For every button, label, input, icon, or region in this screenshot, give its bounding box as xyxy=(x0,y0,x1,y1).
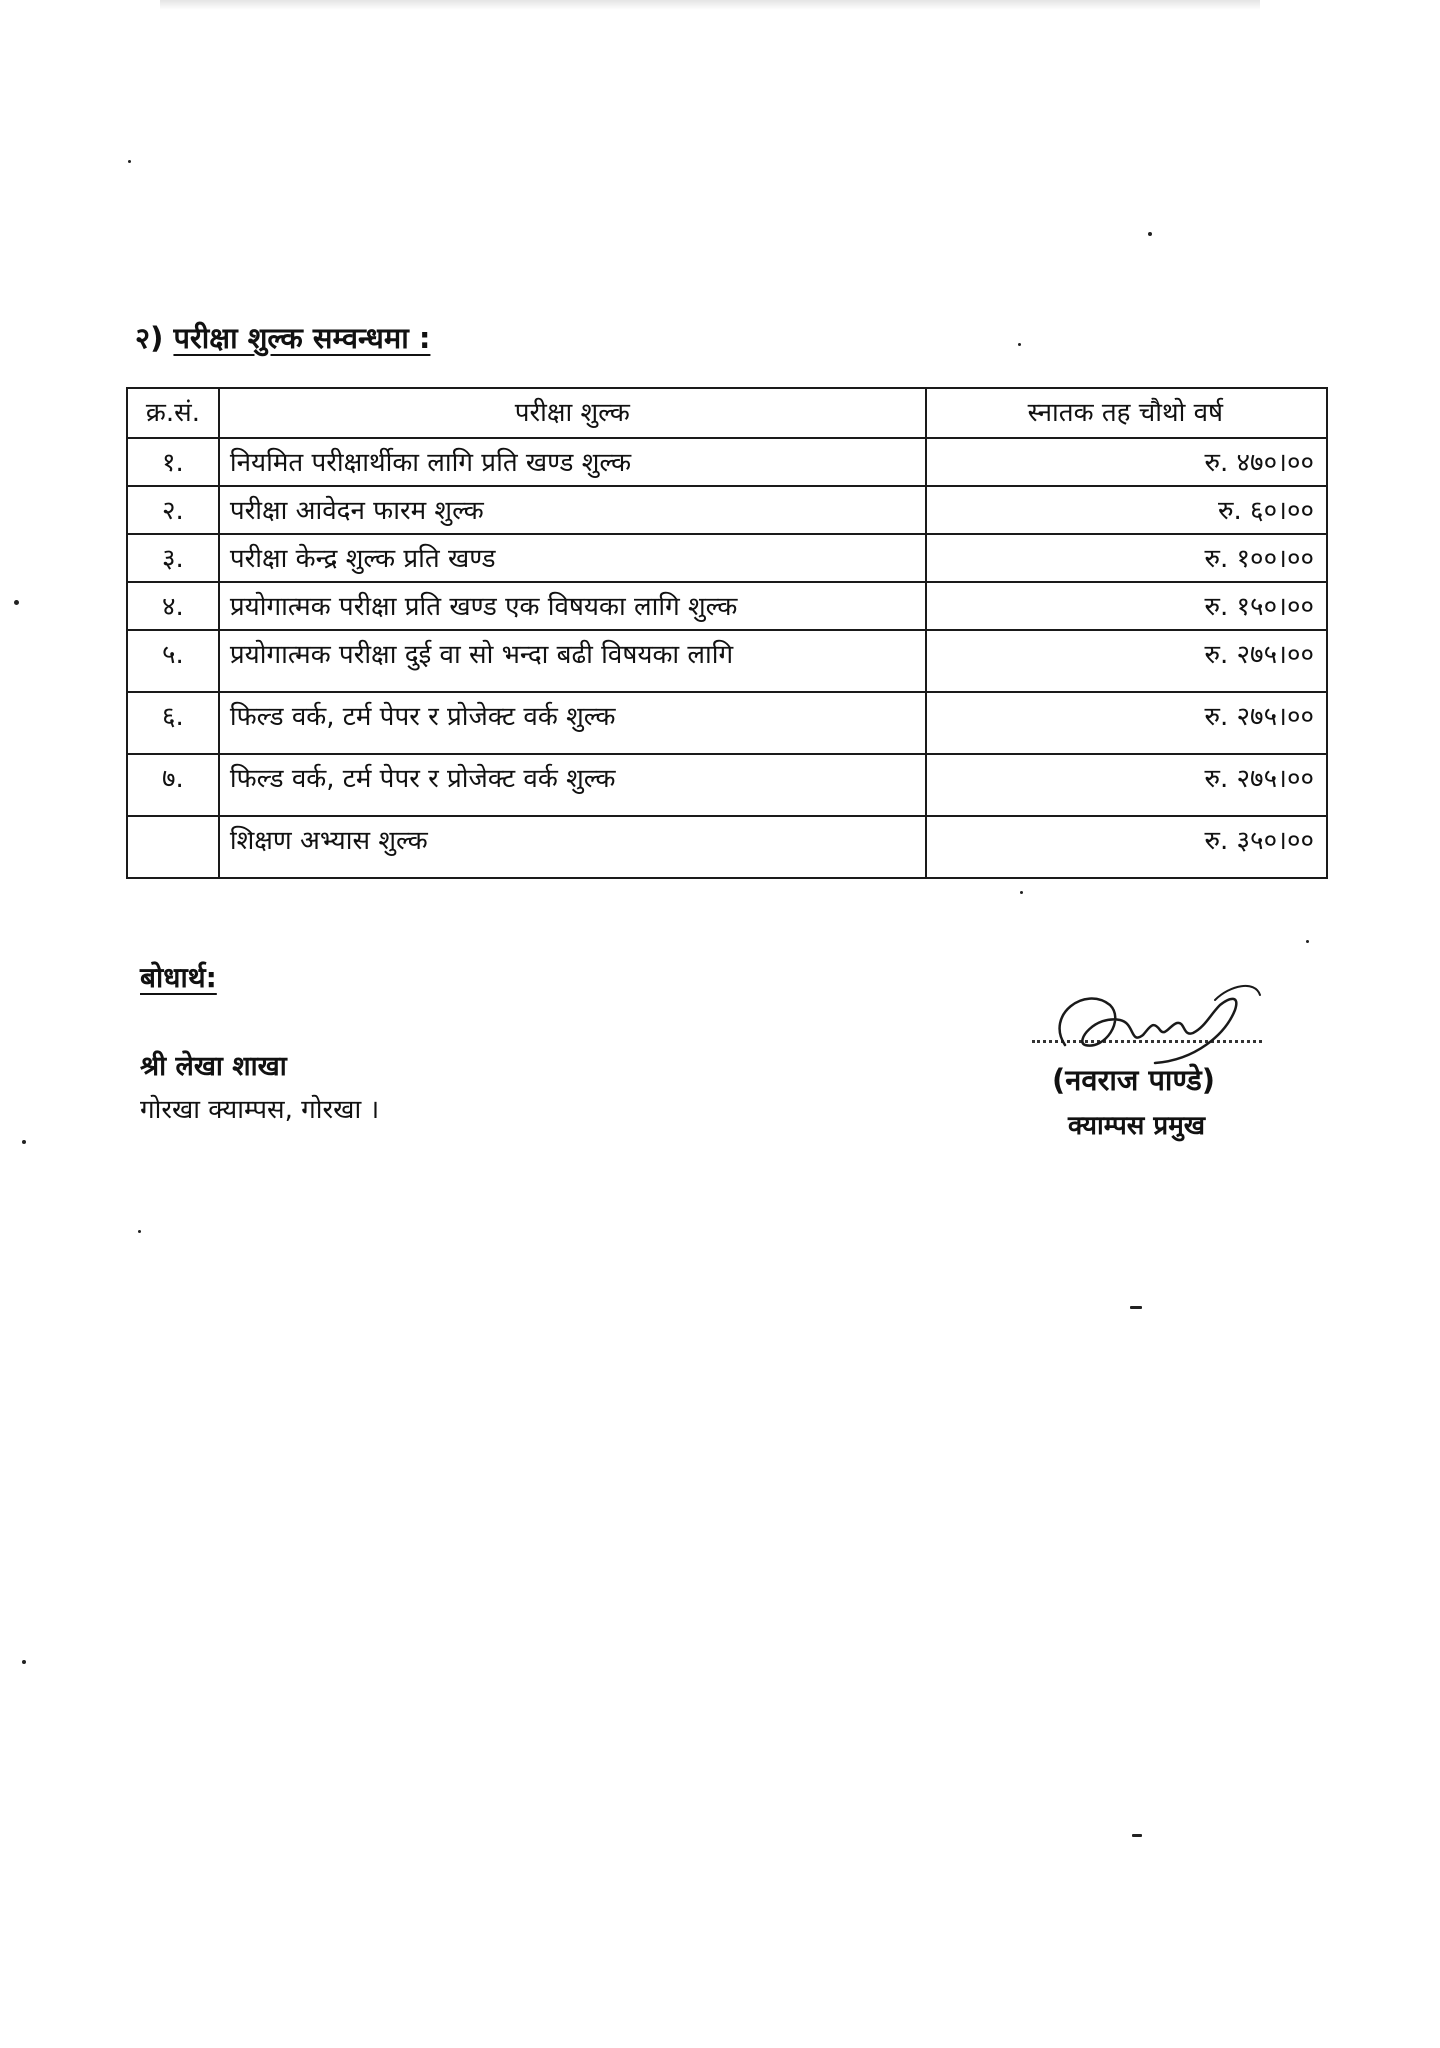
section-number: २) xyxy=(135,321,164,355)
row-serial: २. xyxy=(127,486,219,534)
table-row xyxy=(127,630,1327,692)
scan-speck xyxy=(1018,343,1021,346)
cc-recipient: श्री लेखा शाखा xyxy=(140,1051,287,1082)
row-description: परीक्षा केन्द्र शुल्क प्रति खण्ड xyxy=(219,534,926,582)
table-row xyxy=(127,692,1327,754)
section-title: परीक्षा शुल्क सम्वन्धमा : xyxy=(173,321,431,355)
cc-heading: बोधार्थ: xyxy=(140,961,217,994)
row-description: शिक्षण अभ्यास शुल्क xyxy=(219,816,926,878)
scan-speck xyxy=(128,160,131,163)
signatory-title: क्याम्पस प्रमुख xyxy=(1068,1111,1206,1141)
scan-speck xyxy=(22,1140,26,1144)
row-serial: ६. xyxy=(127,692,219,754)
scan-speck xyxy=(22,1660,26,1664)
signatory-name: (नवराज पाण्डे) xyxy=(1052,1063,1215,1097)
row-amount: रु. ३५०।०० xyxy=(926,816,1327,878)
header-amount: स्नातक तह चौथो वर्ष xyxy=(926,388,1327,438)
row-amount: रु. २७५।०० xyxy=(926,692,1327,754)
row-amount: रु. ६०।०० xyxy=(926,486,1327,534)
scan-speck xyxy=(1132,1834,1142,1837)
table-row xyxy=(127,486,1327,534)
row-amount: रु. २७५।०० xyxy=(926,630,1327,692)
row-serial xyxy=(127,816,219,878)
cc-address: गोरखा क्याम्पस, गोरखा । xyxy=(140,1095,380,1125)
table-row xyxy=(127,582,1327,630)
table-row xyxy=(127,438,1327,486)
scan-speck xyxy=(1306,940,1309,943)
row-serial: ५. xyxy=(127,630,219,692)
scan-top-edge xyxy=(160,0,1260,10)
row-serial: १. xyxy=(127,438,219,486)
scan-speck xyxy=(1130,1306,1142,1309)
row-description: परीक्षा आवेदन फारम शुल्क xyxy=(219,486,926,534)
row-description: प्रयोगात्मक परीक्षा प्रति खण्ड एक विषयका लागि शुल्क xyxy=(219,582,926,630)
header-description: परीक्षा शुल्क xyxy=(219,388,926,438)
scan-speck xyxy=(138,1230,141,1233)
table-header-row xyxy=(127,388,1327,438)
row-description: फिल्ड वर्क, टर्म पेपर र प्रोजेक्ट वर्क शुल्क xyxy=(219,754,926,816)
section-heading xyxy=(135,318,430,357)
row-amount: रु. १००।०० xyxy=(926,534,1327,582)
row-amount: रु. ४७०।०० xyxy=(926,438,1327,486)
scan-speck xyxy=(14,600,19,605)
header-serial: क्र.सं. xyxy=(127,388,219,438)
row-amount: रु. १५०।०० xyxy=(926,582,1327,630)
row-description: फिल्ड वर्क, टर्म पेपर र प्रोजेक्ट वर्क शुल्क xyxy=(219,692,926,754)
row-serial: ३. xyxy=(127,534,219,582)
table-row xyxy=(127,534,1327,582)
row-serial: ७. xyxy=(127,754,219,816)
scan-speck xyxy=(1148,232,1152,236)
row-serial: ४. xyxy=(127,582,219,630)
table-row xyxy=(127,816,1327,878)
table-row xyxy=(127,754,1327,816)
exam-fee-table xyxy=(126,387,1328,879)
row-description: नियमित परीक्षार्थीका लागि प्रति खण्ड शुल्क xyxy=(219,438,926,486)
scan-speck xyxy=(1020,891,1023,894)
row-description: प्रयोगात्मक परीक्षा दुई वा सो भन्दा बढी विषयका लागि xyxy=(219,630,926,692)
row-amount: रु. २७५।०० xyxy=(926,754,1327,816)
